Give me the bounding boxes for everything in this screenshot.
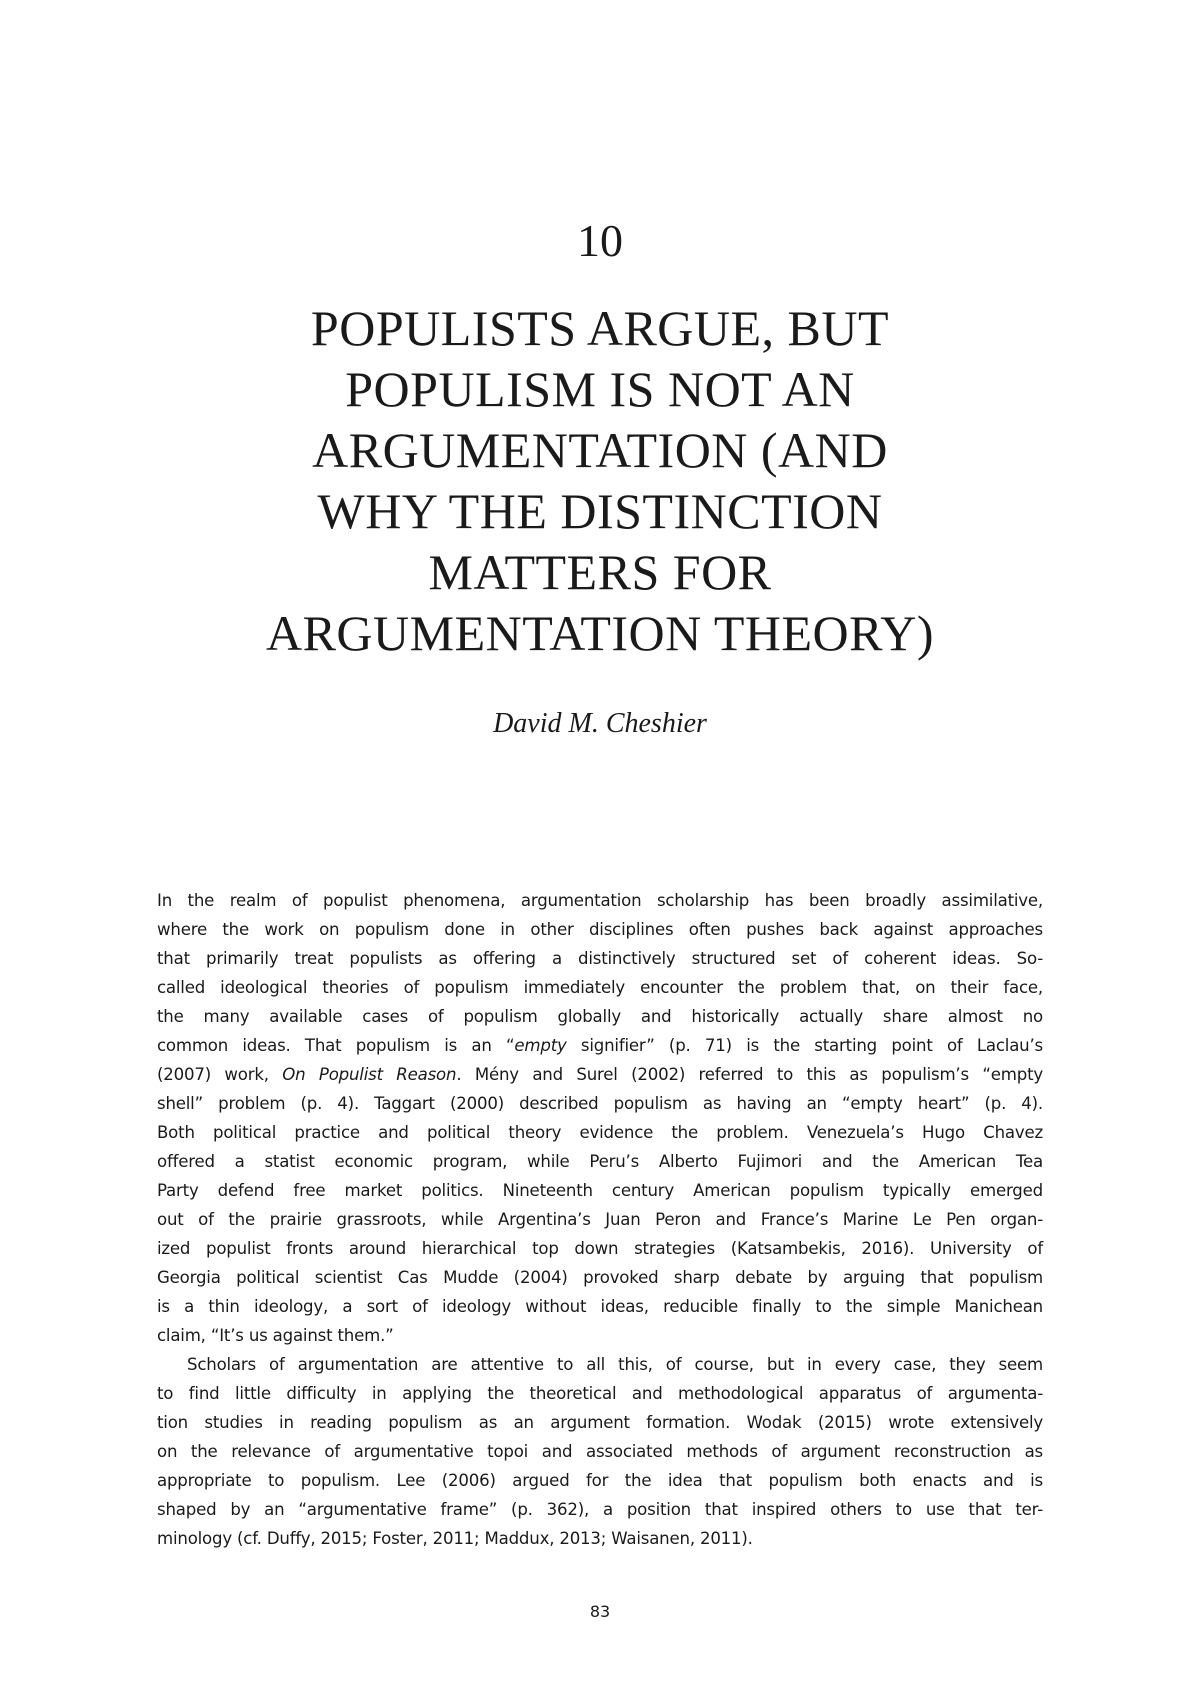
text-segment: signifier” (p. 71) is the starting point of Laclau’s (566, 1036, 1043, 1055)
text-line: is a thin ideology, a sort of ideology without ideas, reducible finally to the simple Manichean (157, 1297, 1043, 1316)
text-line: the many available cases of populism globally and historically actually share almost no (157, 1007, 1043, 1026)
chapter-title (150, 298, 1050, 664)
text-line: out of the prairie grassroots, while Argentina’s Juan Peron and France’s Marine Le Pen organ- (157, 1210, 1043, 1229)
chapter-title-line: ARGUMENTATION (AND (312, 422, 888, 478)
text-line: Party defend free market politics. Nineteenth century American populism typically emerged (157, 1181, 1043, 1200)
text-line: ized populist fronts around hierarchical top down strategies (Katsambekis, 2016). University of (157, 1239, 1043, 1258)
book-title: On Populist Reason (282, 1065, 457, 1084)
text-line: called ideological theories of populism immediately encounter the problem that, on their face, (157, 978, 1043, 997)
text-line: where the work on populism done in other disciplines often pushes back against approaches (157, 920, 1043, 939)
text-segment: (2007) work, (157, 1065, 283, 1084)
italic-term: empty (514, 1036, 567, 1055)
text-line: Georgia political scientist Cas Mudde (2004) provoked sharp debate by arguing that populism (157, 1268, 1043, 1287)
text-segment: . Mény and Surel (2002) referred to this as populism’s “empty (456, 1065, 1043, 1084)
chapter-number: 10 (577, 215, 623, 266)
author-name: David M. Cheshier (493, 708, 707, 739)
text-segment: common ideas. That populism is an “ (157, 1036, 515, 1055)
text-line: In the realm of populist phenomena, argumentation scholarship has been broadly assimilative, (157, 891, 1043, 910)
text-line (157, 1031, 1043, 1060)
text-line: offered a statist economic program, while Peru’s Alberto Fujimori and the American Tea (157, 1152, 1043, 1171)
text-line: minology (cf. Duffy, 2015; Foster, 2011; Maddux, 2013; Waisanen, 2011). (157, 1529, 753, 1548)
text-line: shaped by an “argumentative frame” (p. 362), a position that inspired others to use that ter- (157, 1500, 1043, 1519)
chapter-title-line: ARGUMENTATION THEORY) (265, 605, 935, 661)
text-line: tion studies in reading populism as an argument formation. Wodak (2015) wrote extensively (157, 1413, 1043, 1432)
paragraph-1 (157, 886, 1043, 1350)
text-line: shell” problem (p. 4). Taggart (2000) described populism as having an “empty heart” (p. 4). (157, 1094, 1043, 1113)
text-line: on the relevance of argumentative topoi and associated methods of argument reconstruction as (157, 1442, 1043, 1461)
text-line: Scholars of argumentation are attentive to all this, of course, but in every case, they seem (187, 1355, 1043, 1374)
page-number: 83 (589, 1602, 611, 1621)
text-line: that primarily treat populists as offering a distinctively structured set of coherent ideas. So- (157, 949, 1043, 968)
text-line (157, 1060, 1043, 1089)
text-line: claim, “It’s us against them.” (157, 1326, 394, 1345)
chapter-title-line: POPULISM IS NOT AN (345, 361, 855, 417)
text-line: Both political practice and political theory evidence the problem. Venezuela’s Hugo Chavez (157, 1123, 1043, 1142)
chapter-title-line: MATTERS FOR (428, 544, 772, 600)
text-line: appropriate to populism. Lee (2006) argued for the idea that populism both enacts and is (157, 1471, 1043, 1490)
paragraph-2 (157, 1350, 1043, 1553)
chapter-title-line: POPULISTS ARGUE, BUT (310, 300, 890, 356)
body-text (157, 886, 1043, 1553)
chapter-title-line: WHY THE DISTINCTION (317, 483, 883, 539)
text-line: to find little difficulty in applying the theoretical and methodological apparatus of argumenta- (157, 1384, 1043, 1403)
